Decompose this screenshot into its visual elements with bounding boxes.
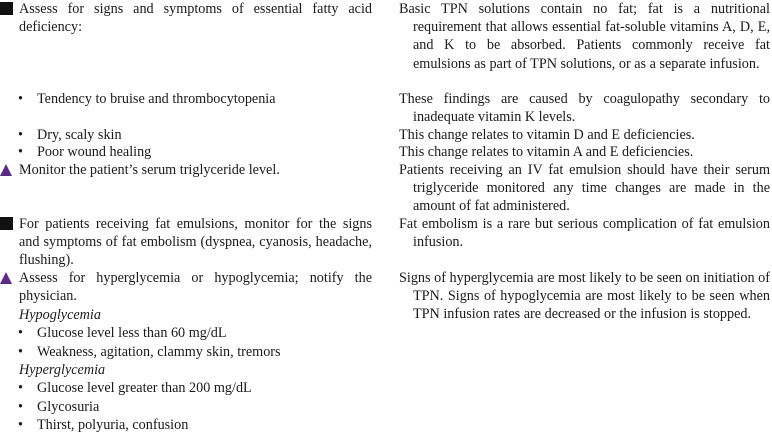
bullet-icon: • bbox=[18, 399, 23, 415]
rationale-paragraph: Fat embolism is a rare but serious complication of fat emulsion infusion. bbox=[399, 216, 770, 251]
intervention-glycemia bbox=[0, 269, 372, 305]
bullet-icon: • bbox=[18, 380, 23, 396]
hypoglycemia-heading: Hypoglycemia bbox=[19, 307, 101, 323]
bullet-icon: • bbox=[18, 144, 23, 160]
rationale-paragraph: Signs of hyperglycemia are most likely to be seen on initiation of TPN. Signs of hypoglycemia are most likely to be seen when TPN infusion rates are decreased or the infusion is stopped. bbox=[399, 270, 770, 323]
list-item bbox=[18, 379, 252, 397]
rationale-paragraph: Patients receiving an IV fat emulsion should have their serum triglyceride monitored any time changes are made in the amount of fat administered. bbox=[399, 162, 770, 215]
bullet-icon: • bbox=[18, 344, 23, 360]
square-marker-icon bbox=[0, 217, 13, 230]
rationale-paragraph: These findings are caused by coagulopathy secondary to inadequate vitamin K levels. bbox=[399, 91, 770, 126]
rationale-paragraph: This change relates to vitamin D and E deficiencies. bbox=[399, 127, 695, 143]
list-item-text: Poor wound healing bbox=[37, 144, 152, 160]
intervention-text: Assess for signs and symptoms of essential fatty acid deficiency: bbox=[19, 1, 372, 36]
intervention-text: Monitor the patient’s serum triglyceride level. bbox=[19, 162, 280, 178]
list-item-text: Dry, scaly skin bbox=[37, 127, 122, 143]
intervention-text: For patients receiving fat emulsions, monitor for the signs and symptoms of fat embolism (dyspnea, cyanosis, headache, flushing). bbox=[19, 216, 372, 269]
list-item-text: Tendency to bruise and thrombocytopenia bbox=[37, 91, 276, 107]
rationale-paragraph: Basic TPN solutions contain no fat; fat is a nutritional requirement that allows essential fat-soluble vitamins A, D, E, and K to be absorbed. Patients commonly receive fat emulsions as part of TPN solutions, or as a separate infusion. bbox=[399, 1, 770, 72]
list-item bbox=[18, 143, 151, 161]
intervention-fatty-acid bbox=[0, 0, 372, 36]
list-item bbox=[18, 398, 99, 416]
intervention-fat-embolism bbox=[0, 215, 372, 270]
intervention-text: Assess for hyperglycemia or hypoglycemia; notify the physician. bbox=[19, 270, 372, 305]
bullet-icon: • bbox=[18, 127, 23, 143]
intervention-triglyceride bbox=[0, 161, 372, 179]
bullet-icon: • bbox=[18, 91, 23, 107]
list-item-text: Thirst, polyuria, confusion bbox=[37, 417, 189, 433]
list-item-text: Glucose level greater than 200 mg/dL bbox=[37, 380, 252, 396]
triangle-marker-icon bbox=[0, 272, 12, 284]
list-item bbox=[18, 416, 188, 434]
list-item bbox=[18, 324, 227, 342]
triangle-marker-icon bbox=[0, 164, 12, 176]
list-item bbox=[18, 343, 281, 361]
list-item-text: Glucose level less than 60 mg/dL bbox=[37, 325, 227, 341]
rationale-paragraph: This change relates to vitamin A and E deficiencies. bbox=[399, 144, 694, 160]
hyperglycemia-heading: Hyperglycemia bbox=[19, 362, 106, 378]
bullet-icon: • bbox=[18, 325, 23, 341]
list-item-text: Weakness, agitation, clammy skin, tremors bbox=[37, 344, 281, 360]
bullet-icon: • bbox=[18, 417, 23, 433]
list-item bbox=[18, 90, 276, 108]
square-marker-icon bbox=[0, 2, 13, 15]
list-item-text: Glycosuria bbox=[37, 399, 100, 415]
list-item bbox=[18, 126, 122, 144]
